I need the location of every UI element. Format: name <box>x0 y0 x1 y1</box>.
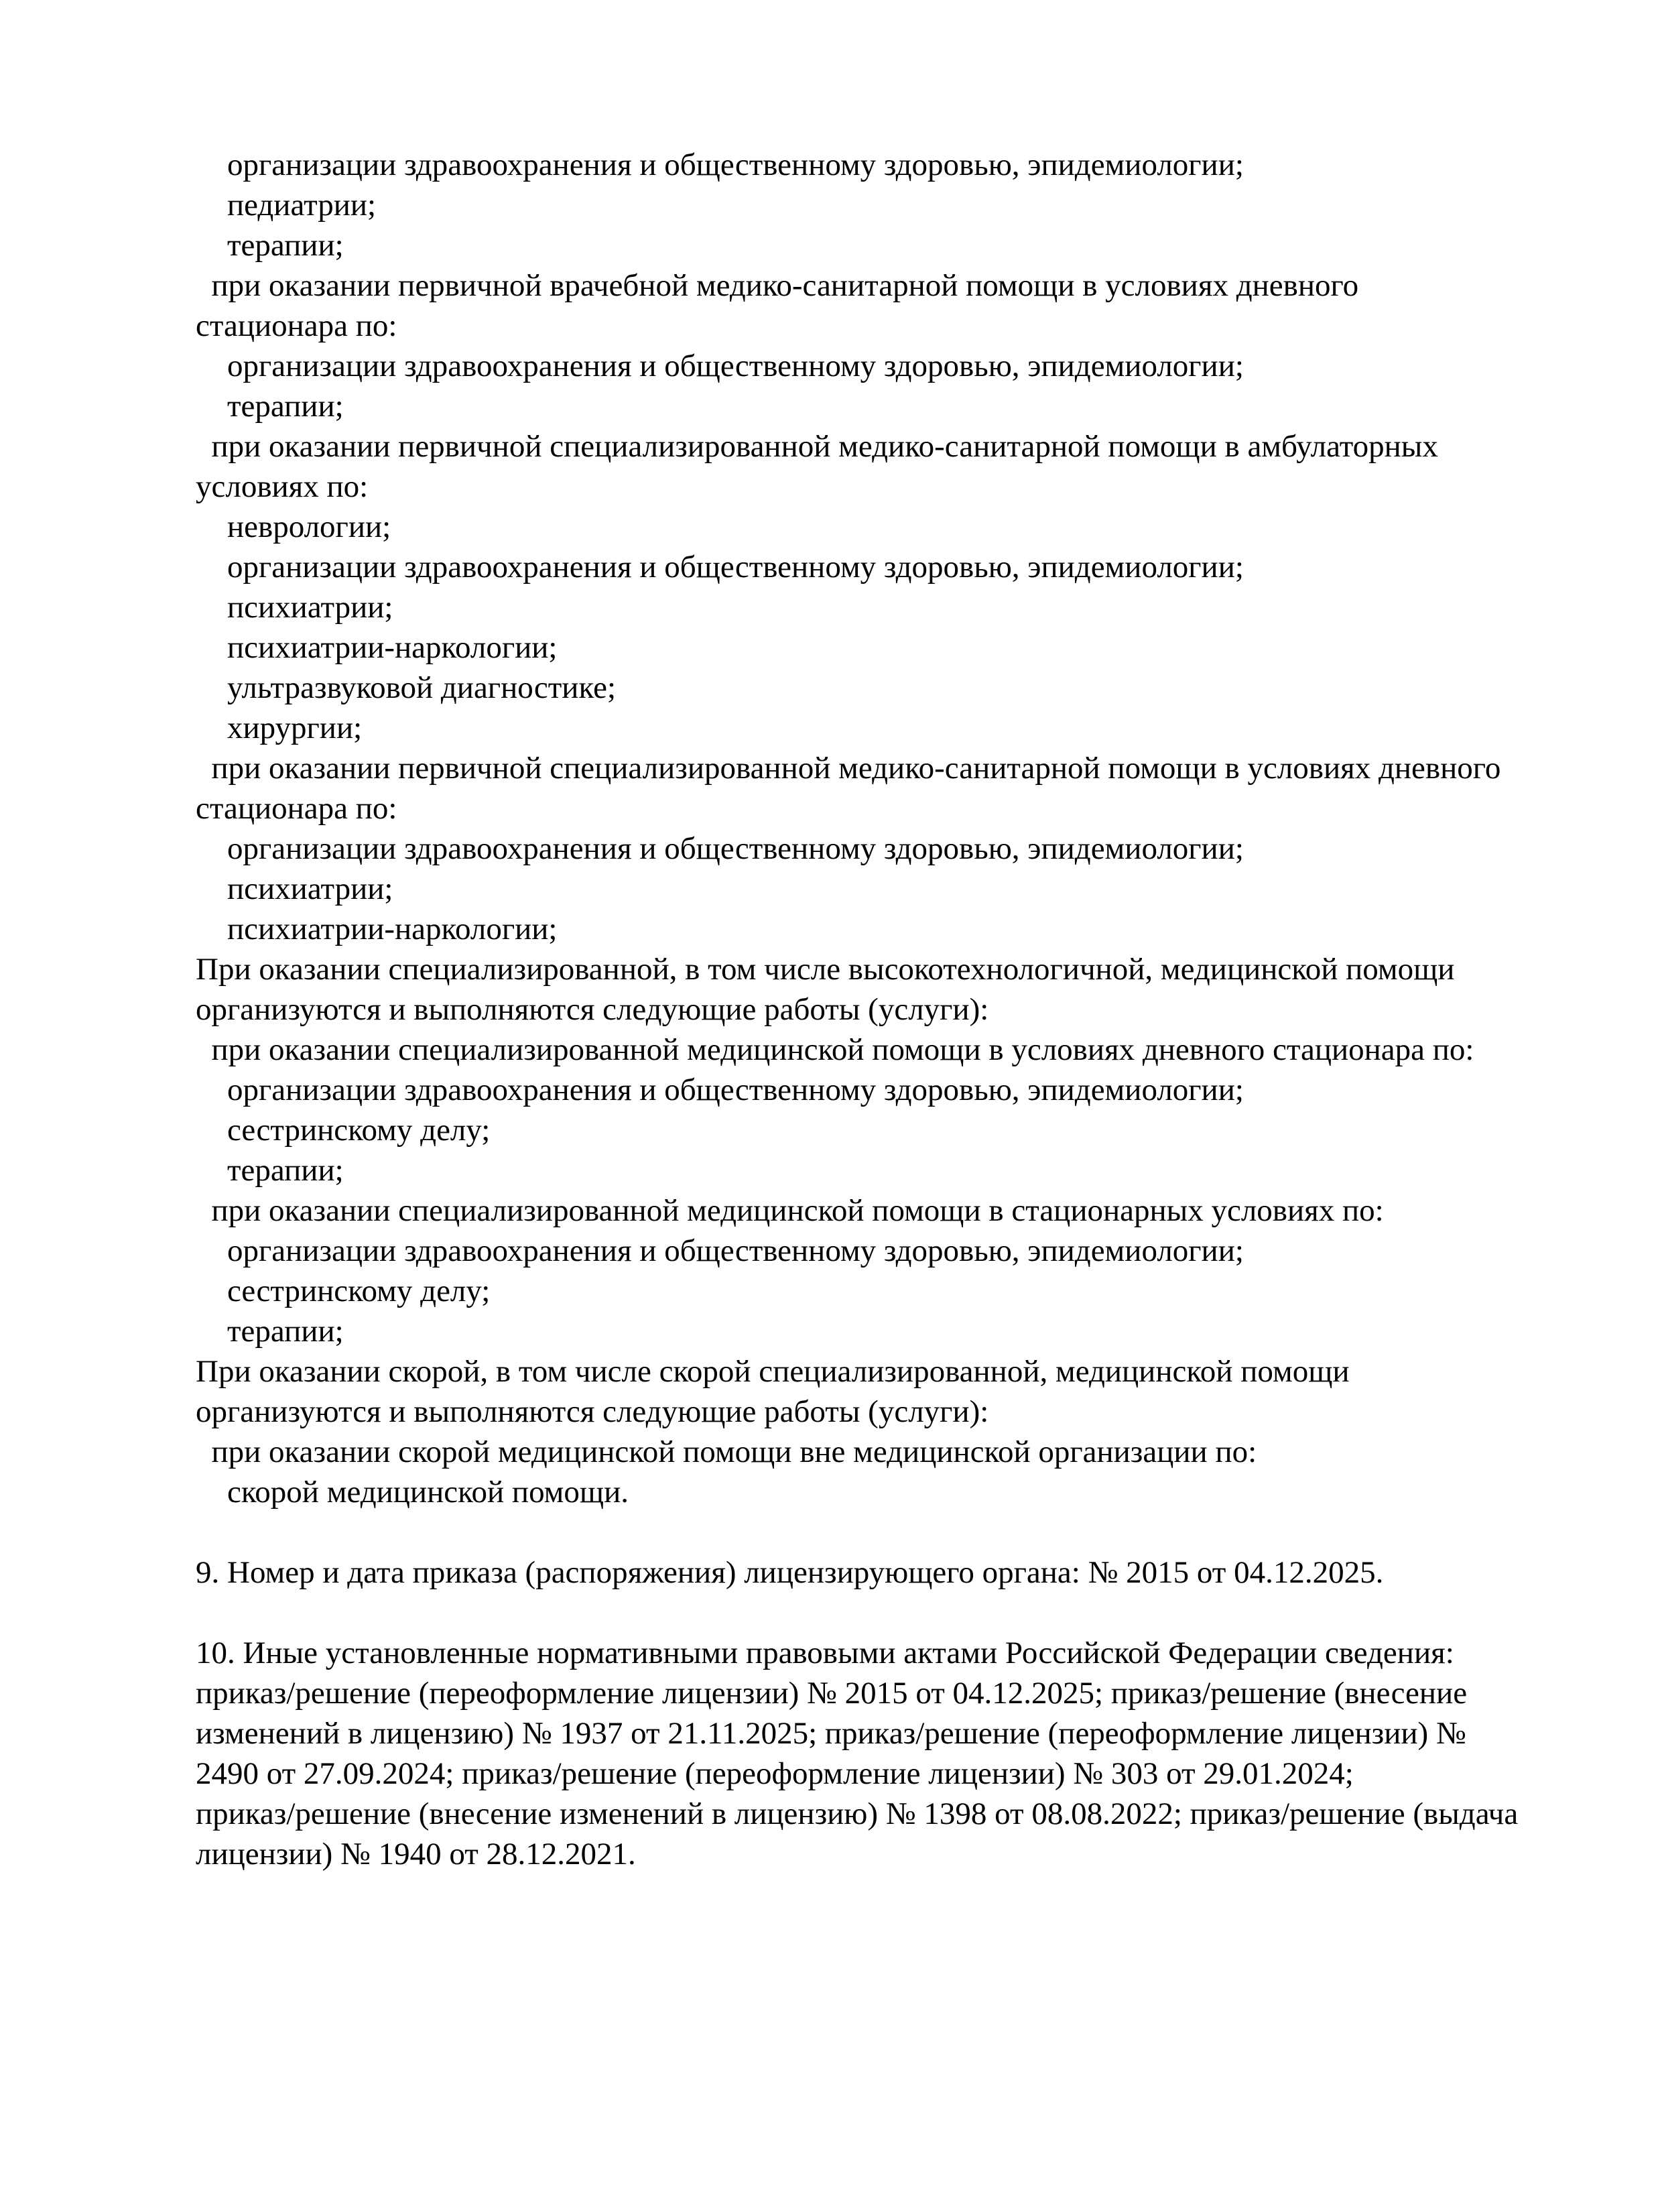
text-line: организации здравоохранения и общественному здоровью, эпидемиологии; <box>196 147 1244 182</box>
text-line: условиях по: <box>196 469 369 504</box>
text-line: при оказании специализированной медицинской помощи в условиях дневного стационара по: <box>196 1032 1474 1067</box>
text-line: терапии; <box>196 228 344 263</box>
document-body <box>196 145 1603 1874</box>
text-line: при оказании специализированной медицинской помощи в стационарных условиях по: <box>196 1193 1384 1228</box>
text-line <box>196 1593 1603 1633</box>
text-line: организации здравоохранения и общественному здоровью, эпидемиологии; <box>196 831 1244 866</box>
text-line <box>196 1512 1603 1552</box>
text-line: терапии; <box>196 389 344 424</box>
text-line: организации здравоохранения и общественному здоровью, эпидемиологии; <box>196 1233 1244 1268</box>
text-line: 10. Иные установленные нормативными правовыми актами Российской Федерации сведения: <box>196 1636 1454 1670</box>
text-line: при оказании скорой медицинской помощи вне медицинской организации по: <box>196 1434 1257 1469</box>
text-line: При оказании специализированной, в том числе высокотехнологичной, медицинской помощи <box>196 952 1455 987</box>
text-line: стационара по: <box>196 791 397 826</box>
text-line: 2490 от 27.09.2024; приказ/решение (переоформление лицензии) № 303 от 29.01.2024; <box>196 1756 1354 1791</box>
text-line: ультразвуковой диагностике; <box>196 670 617 705</box>
text-line: организуются и выполняются следующие работы (услуги): <box>196 1394 989 1429</box>
text-line: скорой медицинской помощи. <box>196 1475 629 1510</box>
text-line: При оказании скорой, в том числе скорой специализированной, медицинской помощи <box>196 1354 1350 1389</box>
text-line: хирургии; <box>196 711 363 745</box>
text-line: при оказании первичной врачебной медико-санитарной помощи в условиях дневного <box>196 268 1359 303</box>
text-line: стационара по: <box>196 308 397 343</box>
text-line: неврологии; <box>196 509 391 544</box>
text-line: организации здравоохранения и общественному здоровью, эпидемиологии; <box>196 1072 1244 1107</box>
text-line: организации здравоохранения и общественному здоровью, эпидемиологии; <box>196 550 1244 585</box>
text-line: психиатрии-наркологии; <box>196 912 558 946</box>
text-line: сестринскому делу; <box>196 1274 491 1308</box>
text-line: педиатрии; <box>196 188 377 223</box>
text-line: сестринскому делу; <box>196 1113 491 1148</box>
text-line: при оказании первичной специализированной медико-санитарной помощи в амбулаторных <box>196 429 1438 464</box>
text-line: при оказании первичной специализированной медико-санитарной помощи в условиях дневного <box>196 751 1501 786</box>
text-line: приказ/решение (переоформление лицензии) № 2015 от 04.12.2025; приказ/решение (внесение <box>196 1676 1468 1711</box>
text-line: 9. Номер и дата приказа (распоряжения) лицензирующего органа: № 2015 от 04.12.2025. <box>196 1555 1384 1590</box>
text-line: терапии; <box>196 1314 344 1349</box>
text-line: организуются и выполняются следующие работы (услуги): <box>196 992 989 1027</box>
text-line: психиатрии; <box>196 871 393 906</box>
text-line: приказ/решение (внесение изменений в лицензию) № 1398 от 08.08.2022; приказ/решение (выдача <box>196 1796 1519 1831</box>
text-line: терапии; <box>196 1153 344 1188</box>
text-line: психиатрии-наркологии; <box>196 630 558 665</box>
text-line: лицензии) № 1940 от 28.12.2021. <box>196 1837 636 1871</box>
text-line: изменений в лицензию) № 1937 от 21.11.2025; приказ/решение (переоформление лицензии) № <box>196 1716 1466 1751</box>
text-line: организации здравоохранения и общественному здоровью, эпидемиологии; <box>196 349 1244 383</box>
text-line: психиатрии; <box>196 590 393 625</box>
